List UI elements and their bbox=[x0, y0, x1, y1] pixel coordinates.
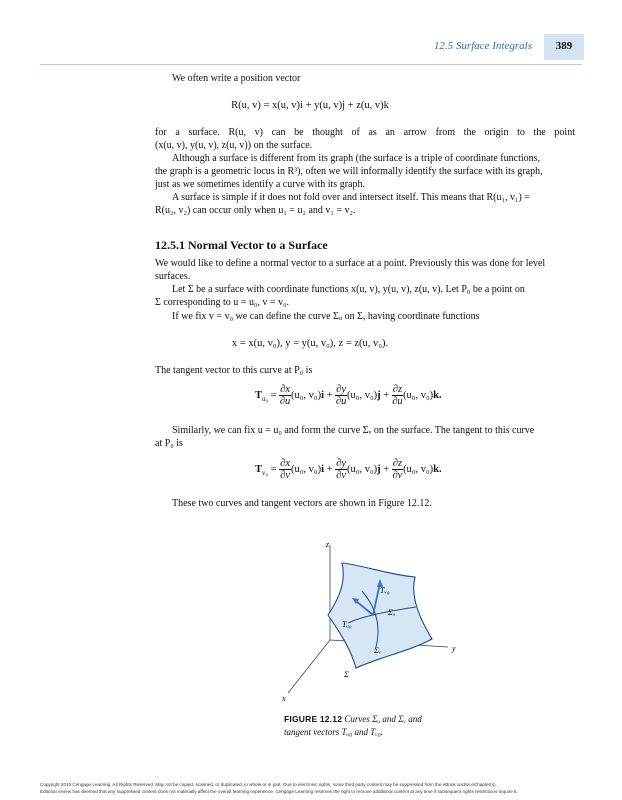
label-axis-z: z bbox=[326, 540, 330, 549]
label-tangent-v0: Tᵥ₀ bbox=[380, 586, 390, 595]
paragraph-5-line-1: We would like to define a normal vector to a surface at a point. Previously this was done for level bbox=[155, 258, 546, 269]
caption-label: FIGURE 12.12 bbox=[284, 714, 343, 724]
equation-tangent-v: $T_{v_0}$ = $\frac{\partial x}{\partial v}$ (u₀, v₀)i + $\frac{\partial y}{\partial v}$ (u₀, v₀)j + $\frac{\partial z}{\partial v}$ (u₀, v₀)k. bbox=[255, 458, 442, 481]
footer-copyright-line-1: Copyright 2010 Cengage Learning. All Rights Reserved. May not be copied, scanned, or duplicated, in whole or in part. Due to electronic rights, some third party content may be suppressed from the eBook and/or eChapter(s). bbox=[40, 782, 497, 787]
paragraph-3-line-2: the graph is a geometric locus in R³), often we will informally identify the surface with its graph, bbox=[155, 166, 543, 177]
label-axis-x: x bbox=[282, 694, 286, 703]
figure-12-12 bbox=[270, 535, 470, 705]
paragraph-6-line-2: Σ corresponding to u = u₀, v = v₀. bbox=[155, 297, 290, 308]
footer-copyright-line-2: Editorial review has deemed that any suppressed content does not materially affect the overall learning experience. Cengage Learning reserves the right to remove additional content at any time if subsequent rights restrictions require it. bbox=[40, 789, 518, 794]
paragraph-9-line-2: at P₀ is bbox=[155, 438, 183, 449]
paragraph-6-line-1: Let Σ be a surface with coordinate functions x(u, v), y(u, v), z(u, v). Let P₀ be a point on bbox=[172, 284, 525, 295]
fraction-dy-du: $\frac{\partial y}{\partial u}$ bbox=[335, 384, 347, 407]
equals-sign: = bbox=[270, 389, 277, 401]
paragraph-8: The tangent vector to this curve at P₀ is bbox=[155, 365, 313, 376]
paragraph-10: These two curves and tangent vectors are shown in Figure 12.12. bbox=[172, 498, 432, 509]
fraction-dz-du: $\frac{\partial z}{\partial u}$ bbox=[392, 384, 403, 407]
paragraph-4-line-1: A surface is simple if it does not fold over and intersect itself. This means that R(u₁, v₁) = bbox=[172, 192, 530, 203]
tangent-subscript: u₀ bbox=[262, 395, 268, 403]
paragraph-3-line-3: just as we sometimes identify a curve with its graph. bbox=[155, 179, 365, 190]
caption-text-1: Curves Σᵤ and Σᵥ and bbox=[344, 714, 422, 724]
paragraph-2-line-2: (x(u, v), y(u, v), z(u, v)) on the surface. bbox=[155, 140, 313, 151]
label-sigma-u: Σᵤ bbox=[388, 608, 396, 617]
label-tangent-u0: Tᵤ₀ bbox=[342, 620, 352, 629]
section-heading: 12.5.1 Normal Vector to a Surface bbox=[155, 238, 328, 252]
equation-position-vector: R(u, v) = x(u, v)i + y(u, v)j + z(u, v)k bbox=[231, 100, 389, 111]
paragraph-7: If we fix v = v₀ we can define the curve Σᵤ on Σ, having coordinate functions bbox=[172, 311, 480, 322]
running-header: 12.5 Surface Integrals bbox=[433, 40, 532, 52]
label-sigma-v: Σᵥ bbox=[374, 646, 381, 655]
paragraph-3-line-1: Although a surface is different from its graph (the surface is a triple of coordinate functions, bbox=[172, 153, 541, 164]
label-axis-y: y bbox=[452, 644, 456, 653]
paragraph-5-line-2: surfaces. bbox=[155, 271, 191, 282]
fraction-dz-dv: $\frac{\partial z}{\partial v}$ bbox=[392, 458, 403, 481]
fraction-dy-dv: $\frac{\partial y}{\partial v}$ bbox=[336, 458, 347, 481]
equation-tangent-u: $T_{u_0}$ = $\frac{\partial x}{\partial u}$ (u₀, v₀)i + $\frac{\partial y}{\partial u}$ (u₀, v₀)j + $\frac{\partial z}{\partial u}$ (u₀, v₀)k. bbox=[255, 384, 442, 407]
paragraph-2-line-1: for a surface. R(u, v) can be thought of as an arrow from the origin to the point bbox=[155, 127, 575, 138]
paragraph-1: We often write a position vector bbox=[172, 73, 301, 84]
page-number: 389 bbox=[555, 40, 573, 52]
paragraph-4-line-2: R(u₂, v₂) can occur only when u₁ = u₂ and v₁ = v₂. bbox=[155, 205, 356, 216]
fraction-dx-du: $\frac{\partial x}{\partial u}$ bbox=[279, 384, 291, 407]
figure-caption-line-2: tangent vectors Tᵤ₀ and Tᵥ₀. bbox=[284, 727, 384, 737]
equation-curve: x = x(u, v₀), y = y(u, v₀), z = z(u, v₀). bbox=[231, 338, 389, 349]
header-rule bbox=[40, 64, 582, 65]
x-axis bbox=[288, 640, 330, 693]
tangent-symbol: T bbox=[255, 389, 263, 401]
label-sigma: Σ bbox=[344, 670, 349, 679]
paragraph-9-line-1: Similarly, we can fix u = u₀ and form the curve Σᵥ on the surface. The tangent to this curve bbox=[172, 425, 535, 436]
figure-caption-line-1 bbox=[284, 714, 422, 724]
fraction-dx-dv: $\frac{\partial x}{\partial v}$ bbox=[280, 458, 290, 481]
